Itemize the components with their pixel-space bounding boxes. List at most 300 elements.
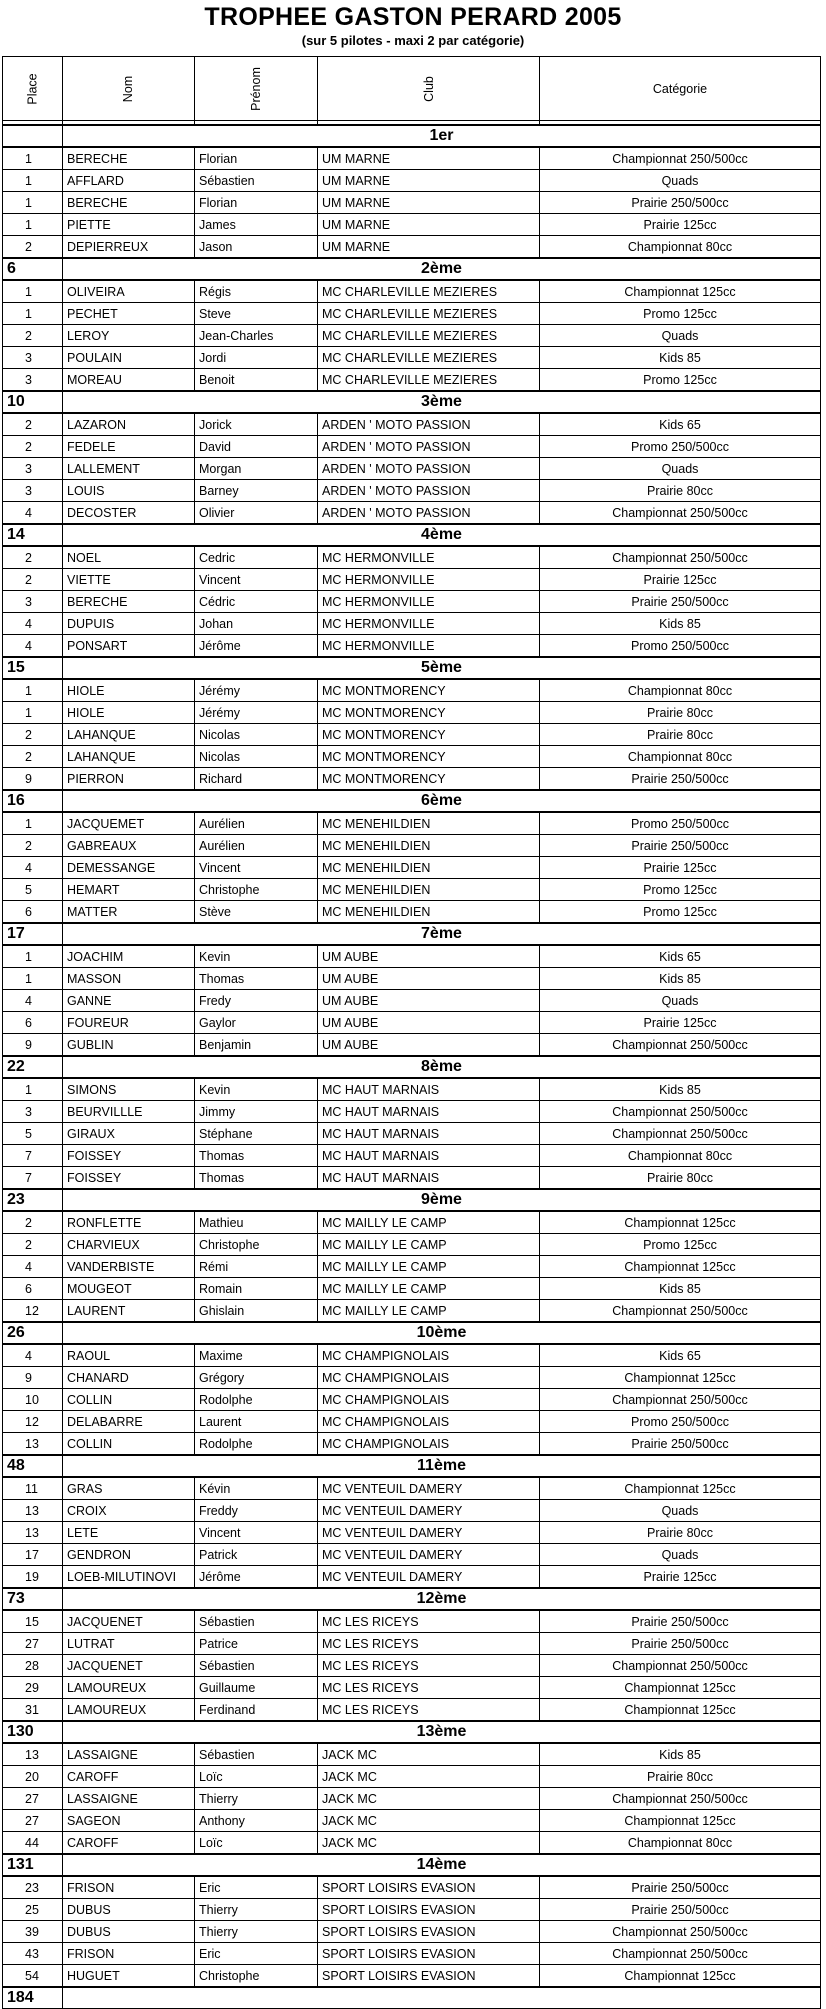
prenom-cell: Régis [195,280,318,303]
nom-cell: DUPUIS [63,613,195,635]
place-cell: 2 [3,413,63,436]
categorie-cell: Championnat 125cc [540,1965,821,1988]
place-cell: 6 [3,901,63,924]
prenom-cell: Florian [195,192,318,214]
place-cell: 4 [3,990,63,1012]
categorie-cell: Championnat 125cc [540,1677,821,1699]
prenom-cell: Rodolphe [195,1389,318,1411]
prenom-cell: Sébastien [195,1743,318,1766]
club-cell: MC LES RICEYS [318,1633,540,1655]
prenom-cell: Aurélien [195,835,318,857]
group-rank: 8ème [63,1056,821,1078]
nom-cell: SAGEON [63,1810,195,1832]
prenom-cell: Barney [195,480,318,502]
categorie-cell: Prairie 125cc [540,214,821,236]
nom-cell: LAZARON [63,413,195,436]
club-cell: JACK MC [318,1810,540,1832]
group-rank: 6ème [63,790,821,812]
table-row [3,369,821,392]
group-header-row [3,1455,821,1477]
place-cell: 19 [3,1566,63,1589]
table-row [3,1832,821,1855]
categorie-cell: Quads [540,325,821,347]
group-header-row [3,923,821,945]
categorie-cell: Kids 85 [540,1278,821,1300]
prenom-cell: Kevin [195,945,318,968]
categorie-cell: Prairie 80cc [540,1522,821,1544]
group-cumulative-total: 23 [3,1189,63,1211]
prenom-cell: Thierry [195,1788,318,1810]
table-row [3,280,821,303]
place-cell: 9 [3,1367,63,1389]
table-row [3,1101,821,1123]
table-row [3,1699,821,1722]
place-cell: 1 [3,679,63,702]
club-cell: UM AUBE [318,990,540,1012]
club-cell: UM AUBE [318,1034,540,1057]
categorie-cell: Championnat 80cc [540,236,821,259]
nom-cell: MATTER [63,901,195,924]
place-cell: 2 [3,835,63,857]
group-header-row [3,1588,821,1610]
table-row [3,1899,821,1921]
table-row [3,1278,821,1300]
group-rank: 3ème [63,391,821,413]
categorie-cell: Championnat 80cc [540,746,821,768]
final-blank-cell [63,1987,821,2009]
categorie-cell: Kids 85 [540,347,821,369]
club-cell: UM MARNE [318,170,540,192]
table-row [3,613,821,635]
categorie-cell: Kids 85 [540,1743,821,1766]
club-cell: UM AUBE [318,968,540,990]
prenom-cell: Rémi [195,1256,318,1278]
group-cumulative-total: 48 [3,1455,63,1477]
place-cell: 43 [3,1943,63,1965]
nom-cell: LAMOUREUX [63,1699,195,1722]
categorie-cell: Championnat 250/500cc [540,1943,821,1965]
club-cell: MC CHAMPIGNOLAIS [318,1433,540,1456]
table-row [3,1300,821,1323]
club-cell: MC CHAMPIGNOLAIS [318,1389,540,1411]
nom-cell: CHANARD [63,1367,195,1389]
table-row [3,835,821,857]
prenom-cell: Johan [195,613,318,635]
table-row [3,502,821,525]
club-cell: MC VENTEUIL DAMERY [318,1477,540,1500]
nom-cell: GUBLIN [63,1034,195,1057]
club-cell: MC LES RICEYS [318,1699,540,1722]
group-header-row [3,657,821,679]
table-row [3,1123,821,1145]
nom-cell: POULAIN [63,347,195,369]
prenom-cell: Anthony [195,1810,318,1832]
table-row [3,1677,821,1699]
club-cell: UM MARNE [318,236,540,259]
table-row [3,1965,821,1988]
prenom-cell: Grégory [195,1367,318,1389]
place-cell: 10 [3,1389,63,1411]
place-cell: 2 [3,436,63,458]
nom-cell: FEDELE [63,436,195,458]
place-cell: 2 [3,746,63,768]
place-cell: 13 [3,1522,63,1544]
nom-cell: DEMESSANGE [63,857,195,879]
club-cell: MC MENEHILDIEN [318,901,540,924]
place-cell: 1 [3,214,63,236]
table-row [3,170,821,192]
table-row [3,1256,821,1278]
club-cell: MC VENTEUIL DAMERY [318,1522,540,1544]
prenom-cell: Fredy [195,990,318,1012]
group-cumulative-total: 16 [3,790,63,812]
nom-cell: FOUREUR [63,1012,195,1034]
group-header-row [3,391,821,413]
page-subtitle: (sur 5 pilotes - maxi 2 par catégorie) [301,33,525,48]
place-cell: 1 [3,280,63,303]
club-cell: MC CHAMPIGNOLAIS [318,1367,540,1389]
group-header-row [3,258,821,280]
place-cell: 4 [3,1256,63,1278]
prenom-cell: Kévin [195,1477,318,1500]
page-title: TROPHEE GASTON PERARD 2005 [204,3,622,31]
group-header-row [3,1854,821,1876]
table-row [3,1034,821,1057]
prenom-cell: Stève [195,901,318,924]
categorie-cell: Prairie 80cc [540,1766,821,1788]
group-cumulative-total: 15 [3,657,63,679]
header-prenom [195,57,318,121]
place-cell: 13 [3,1433,63,1456]
club-cell: SPORT LOISIRS EVASION [318,1876,540,1899]
table-row [3,480,821,502]
place-cell: 7 [3,1145,63,1167]
club-cell: MC MONTMORENCY [318,679,540,702]
group-header-row [3,125,821,147]
place-cell: 1 [3,192,63,214]
place-cell: 1 [3,170,63,192]
categorie-cell: Prairie 80cc [540,724,821,746]
place-cell: 1 [3,968,63,990]
categorie-cell: Championnat 125cc [540,1810,821,1832]
group-rank: 12ème [63,1588,821,1610]
nom-cell: LAHANQUE [63,724,195,746]
header-nom-label: Nom [121,75,136,102]
nom-cell: MASSON [63,968,195,990]
prenom-cell: Vincent [195,569,318,591]
club-cell: SPORT LOISIRS EVASION [318,1965,540,1988]
place-cell: 4 [3,857,63,879]
categorie-cell: Championnat 250/500cc [540,1034,821,1057]
prenom-cell: Olivier [195,502,318,525]
prenom-cell: Jérôme [195,635,318,658]
prenom-cell: Morgan [195,458,318,480]
nom-cell: LAHANQUE [63,746,195,768]
table-row [3,1810,821,1832]
place-cell: 9 [3,768,63,791]
nom-cell: RONFLETTE [63,1211,195,1234]
nom-cell: LOUIS [63,480,195,502]
nom-cell: PIETTE [63,214,195,236]
club-cell: SPORT LOISIRS EVASION [318,1943,540,1965]
club-cell: JACK MC [318,1743,540,1766]
club-cell: SPORT LOISIRS EVASION [318,1921,540,1943]
place-cell: 39 [3,1921,63,1943]
nom-cell: CAROFF [63,1766,195,1788]
table-row [3,1610,821,1633]
table-row [3,591,821,613]
nom-cell: HEMART [63,879,195,901]
nom-cell: BEURVILLLE [63,1101,195,1123]
club-cell: MC HAUT MARNAIS [318,1101,540,1123]
nom-cell: VANDERBISTE [63,1256,195,1278]
table-row [3,1145,821,1167]
nom-cell: JACQUENET [63,1655,195,1677]
categorie-cell: Prairie 250/500cc [540,1633,821,1655]
place-cell: 9 [3,1034,63,1057]
nom-cell: NOEL [63,546,195,569]
prenom-cell: Sébastien [195,170,318,192]
club-cell: MC CHARLEVILLE MEZIERES [318,280,540,303]
table-row [3,1743,821,1766]
categorie-cell: Prairie 80cc [540,1167,821,1190]
table-row [3,1367,821,1389]
nom-cell: LASSAIGNE [63,1743,195,1766]
place-cell: 3 [3,591,63,613]
categorie-cell: Championnat 250/500cc [540,1300,821,1323]
table-row [3,325,821,347]
club-cell: MC HERMONVILLE [318,569,540,591]
prenom-cell: Nicolas [195,746,318,768]
final-total: 184 [3,1987,63,2009]
nom-cell: JACQUENET [63,1610,195,1633]
prenom-cell: Kevin [195,1078,318,1101]
prenom-cell: Christophe [195,879,318,901]
categorie-cell: Prairie 250/500cc [540,192,821,214]
categorie-cell: Championnat 250/500cc [540,1788,821,1810]
nom-cell: LUTRAT [63,1633,195,1655]
categorie-cell: Promo 250/500cc [540,812,821,835]
prenom-cell: Romain [195,1278,318,1300]
table-row [3,1234,821,1256]
place-cell: 4 [3,1344,63,1367]
nom-cell: PECHET [63,303,195,325]
categorie-cell: Kids 85 [540,1078,821,1101]
categorie-cell: Championnat 80cc [540,1145,821,1167]
club-cell: ARDEN ' MOTO PASSION [318,502,540,525]
categorie-cell: Prairie 125cc [540,1012,821,1034]
nom-cell: DUBUS [63,1899,195,1921]
club-cell: MC CHARLEVILLE MEZIERES [318,303,540,325]
prenom-cell: Mathieu [195,1211,318,1234]
nom-cell: BERECHE [63,591,195,613]
place-cell: 29 [3,1677,63,1699]
place-cell: 54 [3,1965,63,1988]
place-cell: 31 [3,1699,63,1722]
categorie-cell: Promo 250/500cc [540,635,821,658]
club-cell: UM MARNE [318,147,540,170]
club-cell: MC HAUT MARNAIS [318,1078,540,1101]
prenom-cell: Jason [195,236,318,259]
table-row [3,303,821,325]
table-row [3,1167,821,1190]
categorie-cell: Kids 65 [540,413,821,436]
prenom-cell: Jorick [195,413,318,436]
nom-cell: PONSART [63,635,195,658]
table-row [3,879,821,901]
header-club [318,57,540,121]
categorie-cell: Championnat 125cc [540,1256,821,1278]
prenom-cell: Loïc [195,1832,318,1855]
nom-cell: AFFLARD [63,170,195,192]
table-row [3,1566,821,1589]
nom-cell: LETE [63,1522,195,1544]
categorie-cell: Prairie 250/500cc [540,1876,821,1899]
nom-cell: LAMOUREUX [63,1677,195,1699]
prenom-cell: Nicolas [195,724,318,746]
categorie-cell: Championnat 80cc [540,1832,821,1855]
nom-cell: OLIVEIRA [63,280,195,303]
table-row [3,702,821,724]
club-cell: MC HAUT MARNAIS [318,1167,540,1190]
place-cell: 1 [3,812,63,835]
categorie-cell: Championnat 125cc [540,1699,821,1722]
header-nom [63,57,195,121]
nom-cell: BERECHE [63,192,195,214]
place-cell: 3 [3,347,63,369]
place-cell: 5 [3,1123,63,1145]
categorie-cell: Promo 125cc [540,901,821,924]
nom-cell: JACQUEMET [63,812,195,835]
group-cumulative-total: 10 [3,391,63,413]
categorie-cell: Championnat 125cc [540,1367,821,1389]
place-cell: 6 [3,1278,63,1300]
prenom-cell: Maxime [195,1344,318,1367]
prenom-cell: Thomas [195,1167,318,1190]
place-cell: 28 [3,1655,63,1677]
group-cumulative-total: 73 [3,1588,63,1610]
nom-cell: CHARVIEUX [63,1234,195,1256]
prenom-cell: Loïc [195,1766,318,1788]
nom-cell: DECOSTER [63,502,195,525]
results-table [2,56,821,2009]
categorie-cell: Championnat 125cc [540,280,821,303]
place-cell: 11 [3,1477,63,1500]
place-cell: 3 [3,1101,63,1123]
table-row [3,569,821,591]
place-cell: 25 [3,1899,63,1921]
categorie-cell: Championnat 250/500cc [540,1123,821,1145]
place-cell: 15 [3,1610,63,1633]
club-cell: MC CHARLEVILLE MEZIERES [318,369,540,392]
header-row [3,57,821,121]
place-cell: 20 [3,1766,63,1788]
categorie-cell: Prairie 250/500cc [540,1433,821,1456]
table-row [3,546,821,569]
table-row [3,1411,821,1433]
nom-cell: MOUGEOT [63,1278,195,1300]
prenom-cell: James [195,214,318,236]
nom-cell: GIRAUX [63,1123,195,1145]
categorie-cell: Kids 65 [540,1344,821,1367]
table-row [3,1544,821,1566]
nom-cell: CROIX [63,1500,195,1522]
club-cell: MC HERMONVILLE [318,546,540,569]
categorie-cell: Championnat 125cc [540,1211,821,1234]
prenom-cell: Thierry [195,1921,318,1943]
nom-cell: PIERRON [63,768,195,791]
club-cell: MC MAILLY LE CAMP [318,1234,540,1256]
nom-cell: FRISON [63,1876,195,1899]
place-cell: 17 [3,1544,63,1566]
categorie-cell: Prairie 250/500cc [540,768,821,791]
table-row [3,679,821,702]
group-cumulative-total: 131 [3,1854,63,1876]
nom-cell: LOEB-MILUTINOVI [63,1566,195,1589]
place-cell: 12 [3,1300,63,1323]
table-row [3,1633,821,1655]
place-cell: 12 [3,1411,63,1433]
group-header-row [3,1056,821,1078]
prenom-cell: Jérôme [195,1566,318,1589]
categorie-cell: Championnat 250/500cc [540,147,821,170]
group-rank: 11ème [63,1455,821,1477]
prenom-cell: Ghislain [195,1300,318,1323]
club-cell: MC HAUT MARNAIS [318,1145,540,1167]
prenom-cell: Sébastien [195,1610,318,1633]
categorie-cell: Promo 125cc [540,879,821,901]
club-cell: UM AUBE [318,945,540,968]
nom-cell: DEPIERREUX [63,236,195,259]
group-cumulative-total: 17 [3,923,63,945]
group-rank: 14ème [63,1854,821,1876]
nom-cell: DUBUS [63,1921,195,1943]
table-row [3,1389,821,1411]
prenom-cell: Jimmy [195,1101,318,1123]
nom-cell: DELABARRE [63,1411,195,1433]
table-row [3,635,821,658]
prenom-cell: Thomas [195,1145,318,1167]
header-place [3,57,63,121]
club-cell: UM AUBE [318,1012,540,1034]
table-row [3,1500,821,1522]
table-row [3,1766,821,1788]
group-header-row [3,524,821,546]
club-cell: SPORT LOISIRS EVASION [318,1899,540,1921]
categorie-cell: Quads [540,1544,821,1566]
club-cell: MC MONTMORENCY [318,702,540,724]
nom-cell: BERECHE [63,147,195,170]
club-cell: UM MARNE [318,192,540,214]
nom-cell: LALLEMENT [63,458,195,480]
categorie-cell: Championnat 250/500cc [540,1101,821,1123]
categorie-cell: Promo 125cc [540,1234,821,1256]
table-row [3,1012,821,1034]
table-row [3,1522,821,1544]
table-row [3,768,821,791]
club-cell: MC LES RICEYS [318,1655,540,1677]
club-cell: ARDEN ' MOTO PASSION [318,480,540,502]
club-cell: MC MENEHILDIEN [318,812,540,835]
categorie-cell: Championnat 80cc [540,679,821,702]
place-cell: 23 [3,1876,63,1899]
nom-cell: JOACHIM [63,945,195,968]
categorie-cell: Quads [540,990,821,1012]
place-cell: 6 [3,1012,63,1034]
prenom-cell: Rodolphe [195,1433,318,1456]
group-rank: 5ème [63,657,821,679]
nom-cell: COLLIN [63,1433,195,1456]
